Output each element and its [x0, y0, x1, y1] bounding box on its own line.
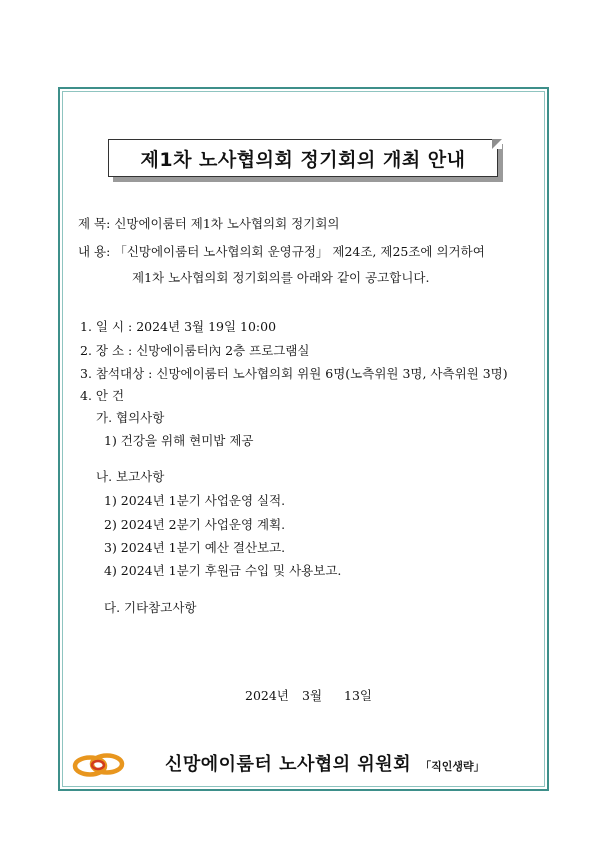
- date-year: 2024년: [245, 688, 289, 703]
- organization-signature: [165, 750, 485, 776]
- item-agenda-label: 4. 안 건: [80, 388, 125, 403]
- report-item: 1) 2024년 1분기 사업운영 실적.: [104, 493, 286, 508]
- deliberation-title: 가. 협의사항: [96, 410, 165, 425]
- page-title: 제1차 노사협의회 정기회의 개최 안내: [108, 139, 498, 177]
- page-fold-icon: [492, 139, 502, 149]
- item-date-value: 2024년 3월 19일 10:00: [136, 319, 277, 334]
- report-item: 2) 2024년 2분기 사업운영 계획.: [104, 517, 286, 532]
- report-title: 나. 보고사항: [96, 469, 165, 484]
- item-date: [80, 319, 276, 335]
- content-line-1: [78, 244, 485, 260]
- item-place-label: 2. 장 소 :: [80, 343, 133, 358]
- organization-name: 신망에이룸터 노사협의 위원회: [165, 754, 412, 775]
- deliberation-item: 1) 건강을 위해 현미밥 제공: [104, 433, 254, 448]
- subject-value: 신망에이룸터 제1차 노사협의회 정기회의: [114, 216, 340, 231]
- item-attendees-label: 3. 참석대상 :: [80, 366, 153, 381]
- other-title: 다. 기타참고사항: [104, 600, 197, 615]
- item-place: [80, 343, 310, 359]
- item-attendees-value: 신망에이룸터 노사협의회 위원 6명(노측위원 3명, 사측위원 3명): [156, 366, 508, 381]
- item-place-value: 신망에이룸터內 2층 프로그램실: [136, 343, 310, 358]
- title-banner: [108, 139, 506, 183]
- content-line-2: 제1차 노사협의회 정기회의를 아래와 같이 공고합니다.: [132, 270, 430, 285]
- date-month: 3월: [302, 688, 323, 703]
- content-label: 내 용:: [78, 244, 111, 259]
- seal-omitted-note: 「직인생략」: [420, 760, 485, 773]
- organization-logo-icon: [70, 750, 128, 780]
- item-attendees: [80, 366, 508, 382]
- report-item: 4) 2024년 1분기 후원금 수입 및 사용보고.: [104, 563, 342, 578]
- date-day: 13일: [344, 688, 372, 703]
- item-date-label: 1. 일 시 :: [80, 319, 133, 334]
- subject-label: 제 목:: [78, 216, 111, 231]
- content-value-1: 「신망에이룸터 노사협의회 운영규정」 제24조, 제25조에 의거하여: [114, 244, 485, 259]
- subject-line: [78, 216, 339, 232]
- report-item: 3) 2024년 1분기 예산 결산보고.: [104, 540, 286, 555]
